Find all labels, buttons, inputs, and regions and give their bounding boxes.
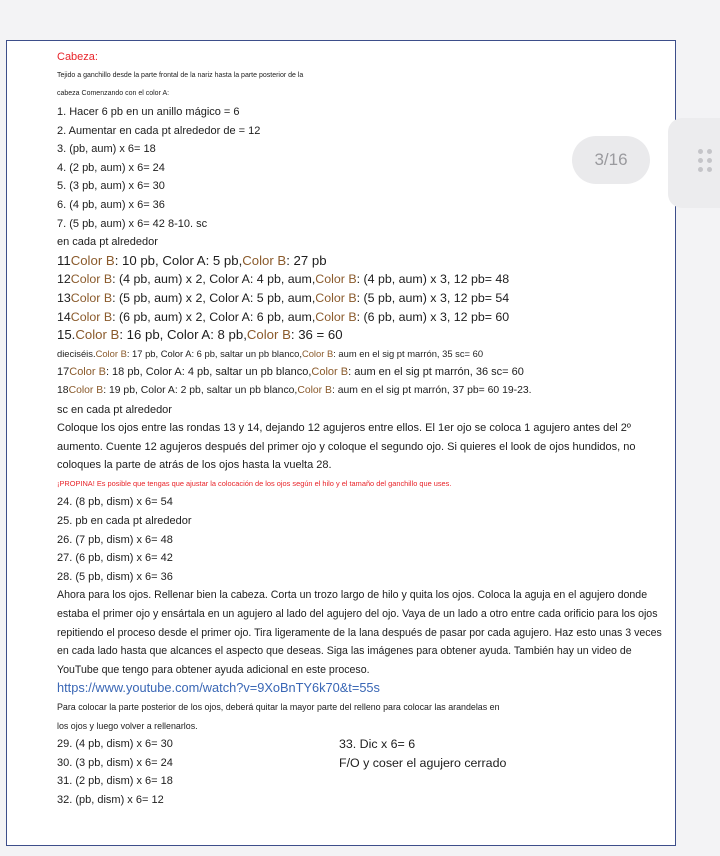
round-15: 15.Color B: 16 pb, Color A: 8 pb,Color B: 36 = 60 (57, 327, 343, 343)
round-12: 12Color B: (4 pb, aum) x 2, Color A: 4 pb, aum,Color B: (4 pb, aum) x 3, 12 pb= 48 (57, 272, 510, 287)
round-18-cont: sc en cada pt alrededor (57, 403, 172, 416)
round-14: 14Color B: (6 pb, aum) x 2, Color A: 6 pb, aum,Color B: (6 pb, aum) x 3, 12 pb= 60 (57, 309, 510, 324)
round-2: 2. Aumentar en cada pt alrededor de = 12 (57, 124, 261, 137)
round-7: 7. (5 pb, aum) x 6= 42 8-10. sc (57, 217, 208, 230)
section-title: Cabeza: (57, 51, 98, 63)
round-26: 26. (7 pb, dism) x 6= 48 (57, 533, 173, 546)
eye-shaping-paragraph: Ahora para los ojos. Rellenar bien la cabeza. Corta un trozo largo de hilo y quita los ojos. Coloca la aguja en el agujero donde estaba el primer ojo y ensártala en un agujero al lado del agujero del ojo. Vaya de un lado a otro entre cada orificio para los ojos repitiendo el proceso desde el primer ojo. Tira ligeramente de la lana después de pasar por cada agujero. Haz esto unas 3 veces en cada lado hasta que alcances el aspecto que deseas. Siga las imágenes para obtener ayuda. También hay un video de YouTube que tengo para obtener ayuda adicional en este proceso. (57, 589, 662, 676)
round-24: 24. (8 pb, dism) x 6= 54 (57, 496, 173, 509)
round-1: 1. Hacer 6 pb en un anillo mágico = 6 (57, 106, 240, 118)
round-29: 29. (4 pb, dism) x 6= 30 (57, 738, 173, 751)
round-33: 33. Dic x 6= 6 (339, 737, 416, 752)
round-28: 28. (5 pb, dism) x 6= 36 (57, 570, 173, 583)
youtube-link[interactable]: https://www.youtube.com/watch?v=9XoBnTY6k70&t=55s (57, 680, 380, 696)
intro-line-2: cabeza Comenzando con el color A: (57, 90, 170, 97)
round-16: dieciséis.Color B: 17 pb, Color A: 6 pb, saltar un pb blanco,Color B: aum en el sig pt marrón, 35 sc= 60 (57, 347, 484, 359)
eye-placement-paragraph: Coloque los ojos entre las rondas 13 y 14, dejando 12 agujeros entre ellos. El 1er ojo se coloca 1 agujero antes del 2º aumento. Cuente 12 agujeros después del primer ojo y coloque el segundo ojo. Si quieres el look de ojos hundidos, no coloques la parte de atrás de los ojos hasta la vuelta 28. (57, 422, 636, 472)
finish-line: F/O y coser el agujero cerrado (339, 755, 507, 770)
round-17: 17Color B: 18 pb, Color A: 4 pb, saltar un pb blanco,Color B: aum en el sig pt marrón, 36 sc= 60 (57, 366, 524, 379)
round-13: 13Color B: (5 pb, aum) x 2, Color A: 5 pb, aum,Color B: (5 pb, aum) x 3, 12 pb= 54 (57, 290, 510, 305)
final-rounds (57, 735, 669, 809)
round-30: 30. (3 pb, dism) x 6= 24 (57, 756, 173, 769)
round-32: 32. (pb, dism) x 6= 12 (57, 793, 164, 806)
round-7-cont: en cada pt alrededor (57, 236, 158, 249)
intro-line-1: Tejido a ganchillo desde la parte frontal de la nariz hasta la parte posterior de la (57, 72, 304, 79)
round-27: 27. (6 pb, dism) x 6= 42 (57, 552, 173, 565)
page-counter: 3/16 (572, 136, 650, 184)
round-25: 25. pb en cada pt alrededor (57, 515, 192, 528)
round-4: 4. (2 pb, aum) x 6= 24 (57, 161, 165, 174)
grip-dots-icon[interactable] (696, 147, 716, 177)
round-5: 5. (3 pb, aum) x 6= 30 (57, 180, 165, 193)
round-3: 3. (pb, aum) x 6= 18 (57, 143, 156, 156)
round-6: 6. (4 pb, aum) x 6= 36 (57, 198, 165, 211)
round-11: 11Color B: 10 pb, Color A: 5 pb,Color B: 27 pb (57, 252, 327, 268)
back-eyes-line-2: los ojos y luego volver a rellenarlos. (57, 720, 198, 731)
tip-line: ¡PROPINA! Es posible que tengas que ajustar la colocación de los ojos según el hilo y el tamaño del ganchillo que uses. (57, 478, 452, 488)
round-18: 18Color B: 19 pb, Color A: 2 pb, saltar un pb blanco,Color B: aum en el sig pt marrón, 37 pb= 60 19-23. (57, 384, 532, 396)
round-31: 31. (2 pb, dism) x 6= 18 (57, 775, 173, 788)
back-eyes-line-1: Para colocar la parte posterior de los ojos, deberá quitar la mayor parte del relleno para colocar las arandelas en (57, 702, 500, 712)
